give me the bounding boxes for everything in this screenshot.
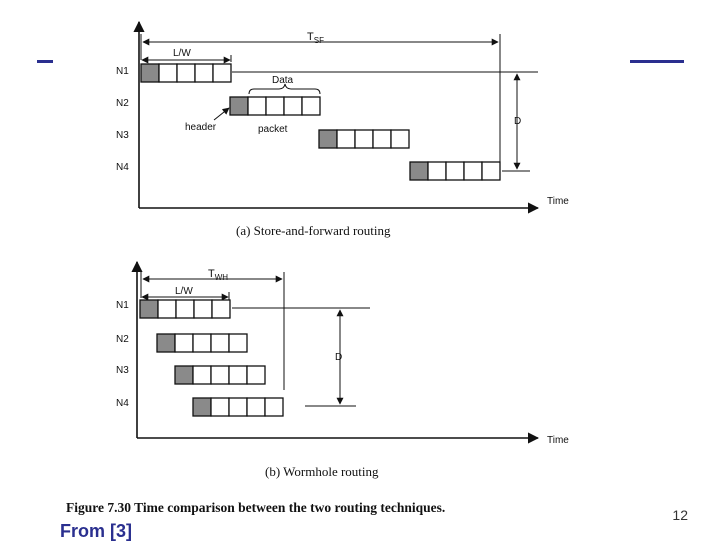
panel-a-tsf-label: $T_{SF}$ [307, 31, 324, 45]
panel-a-packet-label: packet [258, 124, 288, 135]
panel-b-packet-n1 [140, 300, 230, 318]
panel-b-packet-n4 [193, 398, 283, 416]
panel-b-node-label: N2 [116, 334, 129, 345]
panel-a-node-label: N4 [116, 162, 129, 173]
figure-caption: Figure 7.30 Time comparison between the two routing techniques. [66, 500, 446, 515]
panel-b-packet-n2 [157, 334, 247, 352]
panel-b-time-label: Time [547, 435, 569, 446]
panel-b-caption: (b) Wormhole routing [265, 464, 379, 479]
panel-b-lw-label: L/W [175, 286, 193, 297]
panel-a-lw-label: L/W [173, 48, 191, 59]
panel-a-packet-n1 [141, 64, 231, 82]
panel-a-caption: (a) Store-and-forward routing [236, 223, 391, 238]
panel-b-twh-label: $T_{WH}$ [208, 268, 229, 282]
panel-a-d-label: D [514, 116, 522, 127]
panel-a-header-label: header [185, 122, 217, 133]
panel-b-node-label: N4 [116, 398, 129, 409]
panel-a-packet-n4 [410, 162, 500, 180]
page-number: 12 [672, 507, 688, 523]
panel-a-data-label: Data [272, 75, 294, 86]
panel-a-node-label: N3 [116, 130, 129, 141]
panel-a-packet-n2 [230, 97, 320, 115]
panel-a-node-label: N2 [116, 98, 129, 109]
panel-b-d-label: D [335, 352, 343, 363]
panel-a-node-label: N1 [116, 66, 129, 77]
panel-b-node-label: N3 [116, 365, 129, 376]
panel-a [116, 22, 569, 238]
panel-a-packet-n3 [319, 130, 409, 148]
panel-b-node-label: N1 [116, 300, 129, 311]
panel-a-time-label: Time [547, 196, 569, 207]
source-label: From [3] [60, 521, 132, 541]
panel-a-header-arrow [214, 108, 229, 120]
panel-b-packet-n3 [175, 366, 265, 384]
panel-b [116, 262, 569, 479]
